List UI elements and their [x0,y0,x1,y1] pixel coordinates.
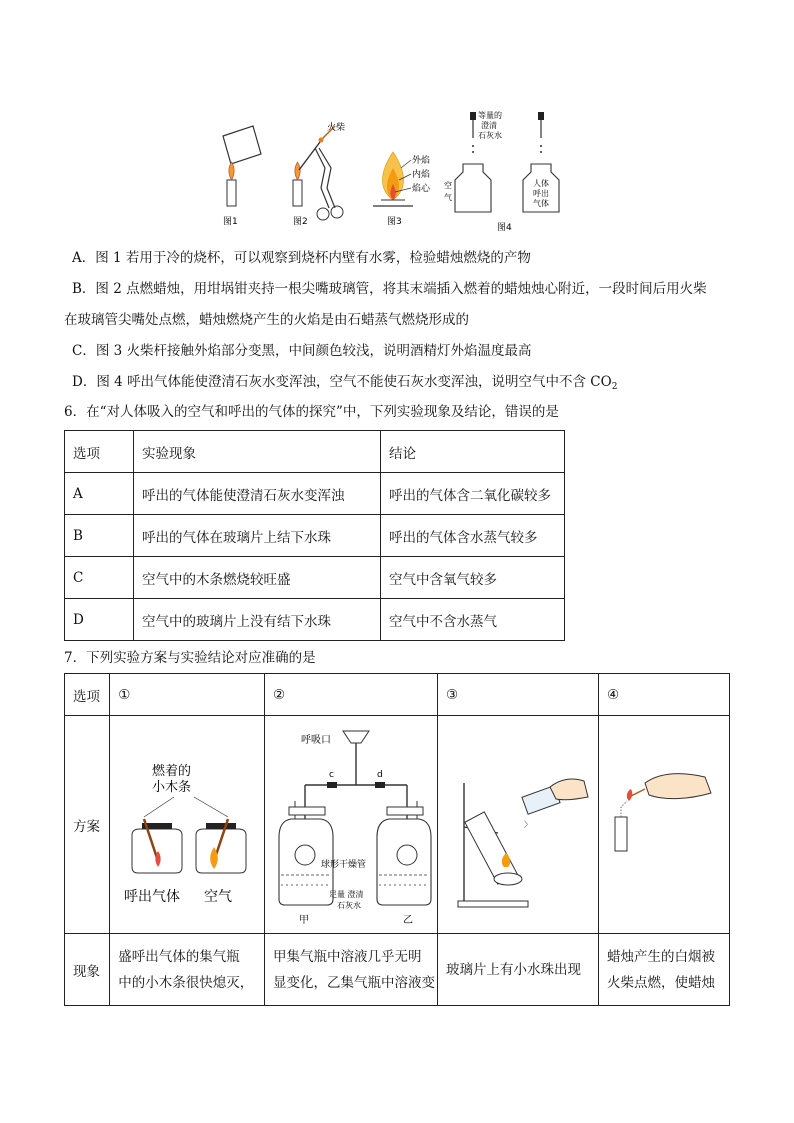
q6-table [64,430,565,641]
q7-phenomenon-4-line1: 蜡烛产生的白烟被 [607,948,715,965]
q7-scheme-3 [437,716,598,934]
q7-stem: 7．下列实验方案与实验结论对应准确的是 [64,650,316,666]
q7-scheme-1 [110,716,265,934]
table-row [65,557,565,599]
table-row [65,934,730,1006]
q6-cell: B [65,515,134,557]
fig4-exhaled-label-3: 气体 [533,199,549,208]
fig4-limewater-label-2: 澄清 [481,121,497,130]
q7-header-1: ① [110,674,265,716]
q5-option-b-line2: 在玻璃管尖嘴处点燃，蜡烛燃烧产生的火焰是由石蜡蒸气燃烧形成的 [64,312,469,328]
q5-option-d-subscript: 2 [611,382,618,392]
q6-header-option: 选项 [65,431,134,473]
q6-cell: 呼出的气体在玻璃片上结下水珠 [134,515,381,557]
fig4-air-label-2: 气 [444,193,452,202]
q5-option-d [72,372,617,397]
q5-option-c: C．图 3 火柴杆接触外焰部分变黑，中间颜色较浅，说明酒精灯外焰温度最高 [72,343,532,359]
q7-header-2: ② [264,674,437,716]
q6-cell: 呼出的气体含水蒸气较多 [381,515,565,557]
q6-cell: 空气中的木条燃烧较旺盛 [134,557,381,599]
q7-phenomenon-2-line2: 显变化，乙集气瓶中溶液变 [272,974,435,991]
q7-scheme1-stick-label-2: 小木条 [152,779,192,795]
q7-phenomenon-2 [264,934,437,1006]
fig2-match-label: 火柴 [327,123,346,133]
fig1-candle-beaker [223,126,261,227]
fig4-air-label-1: 空 [444,181,452,190]
fig3-flame [373,152,431,227]
q6-cell: D [65,599,134,641]
q7-phenomenon-4 [599,934,730,1006]
q6-cell: 空气中含氧气较多 [381,557,565,599]
q7-scheme2-lime-label-2: 石灰水 [336,900,361,910]
q5-option-a: A．图 1 若用于冷的烧杯，可以观察到烧杯内壁有水雾，检验蜡烛燃烧的产物 [72,250,531,266]
q6-cell: C [65,557,134,599]
table-row [65,716,730,934]
q7-table [64,673,730,1006]
fig2-candle-tongs [293,121,345,227]
fig1-caption: 图1 [223,217,238,227]
q7-phenomenon-1-line1: 盛呼出气体的集气瓶 [118,948,240,965]
fig3-flame-core-label: 焰心 [412,184,431,194]
q7-scheme1-exhaled-label: 呼出气体 [124,888,181,905]
q7-header-4: ④ [599,674,730,716]
table-row [65,473,565,515]
table-row [65,674,730,716]
q7-scheme4-figure [599,717,729,933]
table-row [65,515,565,557]
q7-scheme3-breath-mark: 〉 [523,819,532,829]
q7-phenomenon-3-line1: 玻璃片上有小水珠出现 [445,961,581,978]
q7-scheme1-air-label: 空气 [204,888,233,905]
q7-phenomenon-label: 现象 [65,934,110,1006]
q7-scheme2-c-label: c [328,769,334,780]
q6-cell: 呼出的气体能使澄清石灰水变浑浊 [134,473,381,515]
q7-phenomenon-1 [110,934,265,1006]
fig4-caption: 图4 [497,223,512,233]
q7-scheme2-jia-label: 甲 [298,914,309,926]
q7-scheme-2 [264,716,437,934]
q7-scheme-label: 方案 [65,716,110,934]
fig4-exhaled-label-2: 呼出 [533,189,549,198]
q7-header-3: ③ [437,674,598,716]
fig4-gas-bottles [444,110,559,233]
q5-option-d-text: D．图 4 呼出气体能使澄清石灰水变浑浊，空气不能使石灰水变浑浊，说明空气中不含 CO [72,374,612,390]
q7-scheme1-figure [110,717,260,933]
q6-header-conclusion: 结论 [381,431,565,473]
q7-scheme2-lime-label-1: 足量 澄清 [328,889,364,899]
q6-stem: 6．在“对人体吸入的空气和呼出的气体的探究”中，下列实验现象及结论，错误的是 [64,404,559,420]
table-row [65,599,565,641]
q7-phenomenon-2-line1: 甲集气瓶中溶液几乎无明 [272,948,422,965]
q7-scheme-4 [599,716,730,934]
q7-scheme3-figure [438,717,598,933]
q7-scheme2-dryer-label: 球形干燥管 [320,859,366,870]
q7-scheme2-figure [265,717,437,933]
fig4-exhaled-label-1: 人体 [533,179,549,188]
q5-option-b-line1: B．图 2 点燃蜡烛，用坩埚钳夹持一根尖嘴玻璃管，将其末端插入燃着的蜡烛烛心附近，一段时间后用火柴 [72,281,707,297]
q6-cell: 空气中不含水蒸气 [381,599,565,641]
fig4-limewater-label-3: 石灰水 [478,131,502,140]
fig3-inner-flame-label: 内焰 [412,170,431,180]
q7-phenomenon-4-line2: 火柴点燃，使蜡烛 [607,974,715,991]
q6-header-phenomenon: 实验现象 [134,431,381,473]
fig3-outer-flame-label: 外焰 [412,156,431,166]
q6-cell: A [65,473,134,515]
q5-figure-strip [215,108,560,234]
q7-scheme2-yi-label: 乙 [402,914,413,926]
table-row [65,431,565,473]
fig3-caption: 图3 [387,217,402,227]
q7-phenomenon-1-line2: 中的小木条很快熄灭， [118,974,254,991]
q6-cell: 呼出的气体含二氧化碳较多 [381,473,565,515]
q7-scheme1-stick-label-1: 燃着的 [152,763,192,779]
q7-scheme2-mouth-label: 呼吸口 [300,734,331,746]
fig2-caption: 图2 [293,217,308,227]
q7-phenomenon-3 [437,934,598,1006]
fig4-limewater-label-1: 等量的 [478,111,502,120]
q7-scheme2-d-label: d [376,769,383,780]
q7-header-option: 选项 [65,674,110,716]
q6-cell: 空气中的玻璃片上没有结下水珠 [134,599,381,641]
